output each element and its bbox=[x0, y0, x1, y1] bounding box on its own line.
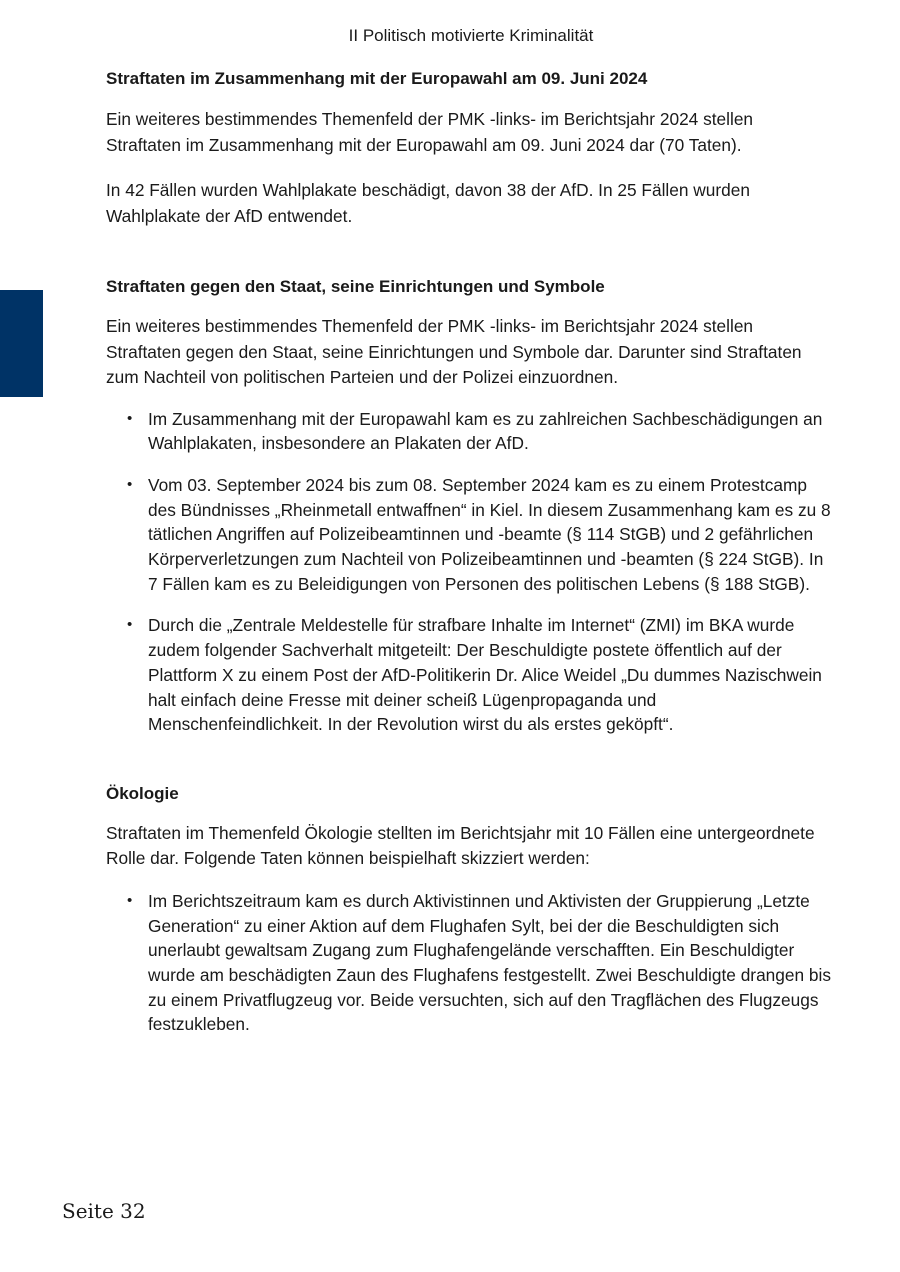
list-item-text: Durch die „Zentrale Meldestelle für strafbare Inhalte im Internet“ (ZMI) im BKA wurde zudem folgender Sachverhalt mitgeteilt: Der Beschuldigte postete öffentlich auf der Plattform X zu einem Post der AfD-Politikerin Dr. Alice Weidel „Du dummes Nazischwein halt einfach deine Fresse mit deiner scheiß Lügenpropaganda und Menschenfeindlichkeit. In der Revolution wirst du als erstes geköpft“. bbox=[148, 615, 822, 735]
section-heading: Ökologie bbox=[106, 783, 179, 803]
page-number: Seite 32 bbox=[62, 1199, 146, 1223]
section-europawahl bbox=[106, 66, 832, 229]
paragraph: Straftaten im Themenfeld Ökologie stellten im Berichtsjahr mit 10 Fällen eine untergeordnete Rolle dar. Folgende Taten können beispielhaft skizziert werden: bbox=[106, 822, 815, 869]
bullet-icon: • bbox=[127, 475, 133, 493]
list-item-text: Im Zusammenhang mit der Europawahl kam es zu zahlreichen Sachbeschädigungen an Wahlplakaten, insbesondere an Plakaten der AfD. bbox=[148, 408, 823, 454]
paragraph: In 42 Fällen wurden Wahlplakate beschädigt, davon 38 der AfD. In 25 Fällen wurden Wahlplakate der AfD entwendet. bbox=[106, 180, 750, 226]
bullet-list bbox=[106, 889, 832, 1037]
running-header: II Politisch motivierte Kriminalität bbox=[348, 26, 594, 45]
page-content bbox=[106, 66, 832, 1037]
bullet-icon: • bbox=[127, 616, 133, 634]
list-item-text: Im Berichtszeitraum kam es durch Aktivistinnen und Aktivisten der Gruppierung „Letzte Generation“ zu einer Aktion auf dem Flughafen Sylt, bei der die Beschuldigten sich unerlaubt gewaltsam Zugang zum Flughafengelände verschafften. Ein Beschuldigter wurde am beschädigten Zaun des Flughafens festgestellt. Zwei Beschuldigte drangen bis zu einem Privatflugzeug vor. Beide versuchten, sich auf den Tragflächen des Flugzeugs festzukleben. bbox=[148, 890, 832, 1035]
bullet-list bbox=[106, 407, 832, 737]
section-heading: Straftaten im Zusammenhang mit der Europawahl am 09. Juni 2024 bbox=[106, 69, 648, 88]
list-item bbox=[106, 473, 832, 597]
chapter-side-tab bbox=[0, 290, 43, 397]
paragraph: Ein weiteres bestimmendes Themenfeld der PMK -links- im Berichtsjahr 2024 stellen Straftaten im Zusammenhang mit der Europawahl am 09. Juni 2024 dar (70 Taten). bbox=[106, 109, 754, 155]
bullet-icon: • bbox=[127, 891, 133, 909]
list-item bbox=[106, 407, 832, 456]
paragraph: Ein weiteres bestimmendes Themenfeld der PMK -links- im Berichtsjahr 2024 stellen Straftaten gegen den Staat, seine Einrichtungen und Symbole dar. Darunter sind Straftaten zum Nachteil von politischen Parteien und der Polizei einzuordnen. bbox=[106, 316, 802, 387]
bullet-icon: • bbox=[127, 409, 133, 427]
list-item bbox=[106, 889, 832, 1037]
list-item bbox=[106, 613, 832, 737]
section-oekologie bbox=[106, 781, 832, 1037]
section-staat bbox=[106, 274, 832, 737]
section-heading: Straftaten gegen den Staat, seine Einrichtungen und Symbole bbox=[106, 277, 605, 296]
list-item-text: Vom 03. September 2024 bis zum 08. September 2024 kam es zu einem Protestcamp des Bündnisses „Rheinmetall entwaffnen“ in Kiel. In diesem Zusammenhang kam es zu 8 tätlichen Angriffen auf Polizeibeamtinnen und -beamte (§ 114 StGB) und 2 gefährlichen Körperverletzungen zum Nachteil von Polizeibeamtinnen und -beamten (§ 224 StGB). In 7 Fällen kam es zu Beleidigungen von Personen des politischen Lebens (§ 188 StGB). bbox=[148, 474, 831, 594]
